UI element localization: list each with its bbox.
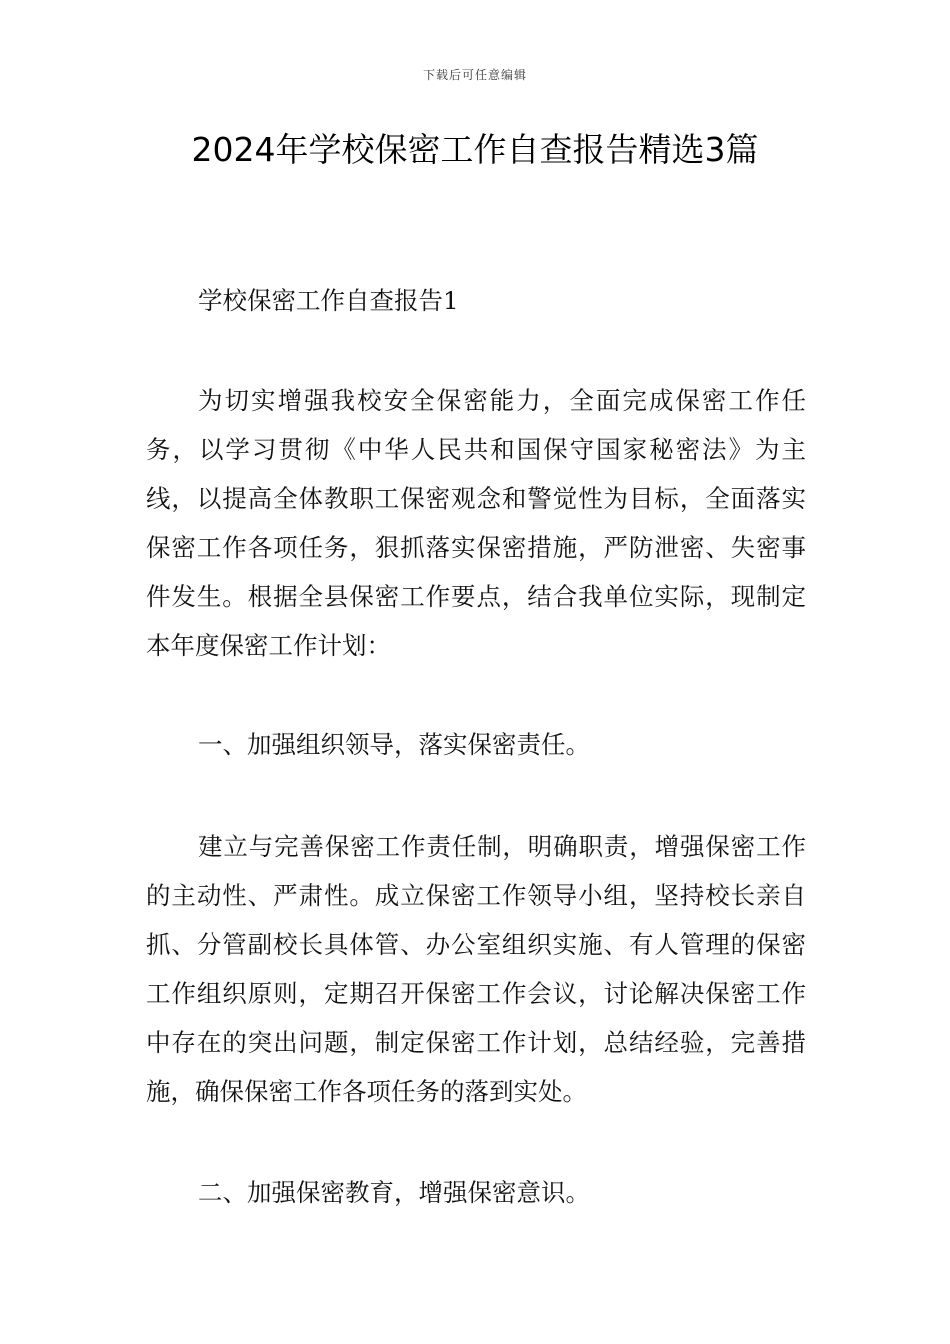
heading-section-1: 一、加强组织领导，落实保密责任。 (198, 730, 590, 759)
heading-section-2: 二、加强保密教育，增强保密意识。 (198, 1178, 590, 1207)
document-title: 2024年学校保密工作自查报告精选3篇 (191, 130, 759, 169)
section-subtitle: 学校保密工作自查报告1 (198, 286, 459, 315)
header-note: 下载后可任意编辑 (422, 68, 527, 82)
paragraph-intro: 为切实增强我校安全保密能力，全面完成保密工作任务，以学习贯彻《中华人民共和国保守国家秘密法》为主线，以提高全体教职工保密观念和警觉性为目标，全面落实保密工作各项任务，狠抓落实保密措施，严防泄密、失密事件发生。根据全县保密工作要点，结合我单位实际，现制定本年度保密工作计划： (146, 386, 806, 660)
paragraph-section-1: 建立与完善保密工作责任制，明确职责，增强保密工作的主动性、严肃性。成立保密工作领导小组，坚持校长亲自抓、分管副校长具体管、办公室组织实施、有人管理的保密工作组织原则，定期召开保密工作会议，讨论解决保密工作中存在的突出问题，制定保密工作计划，总结经验，完善措施，确保保密工作各项任务的落到实处。 (146, 832, 806, 1106)
